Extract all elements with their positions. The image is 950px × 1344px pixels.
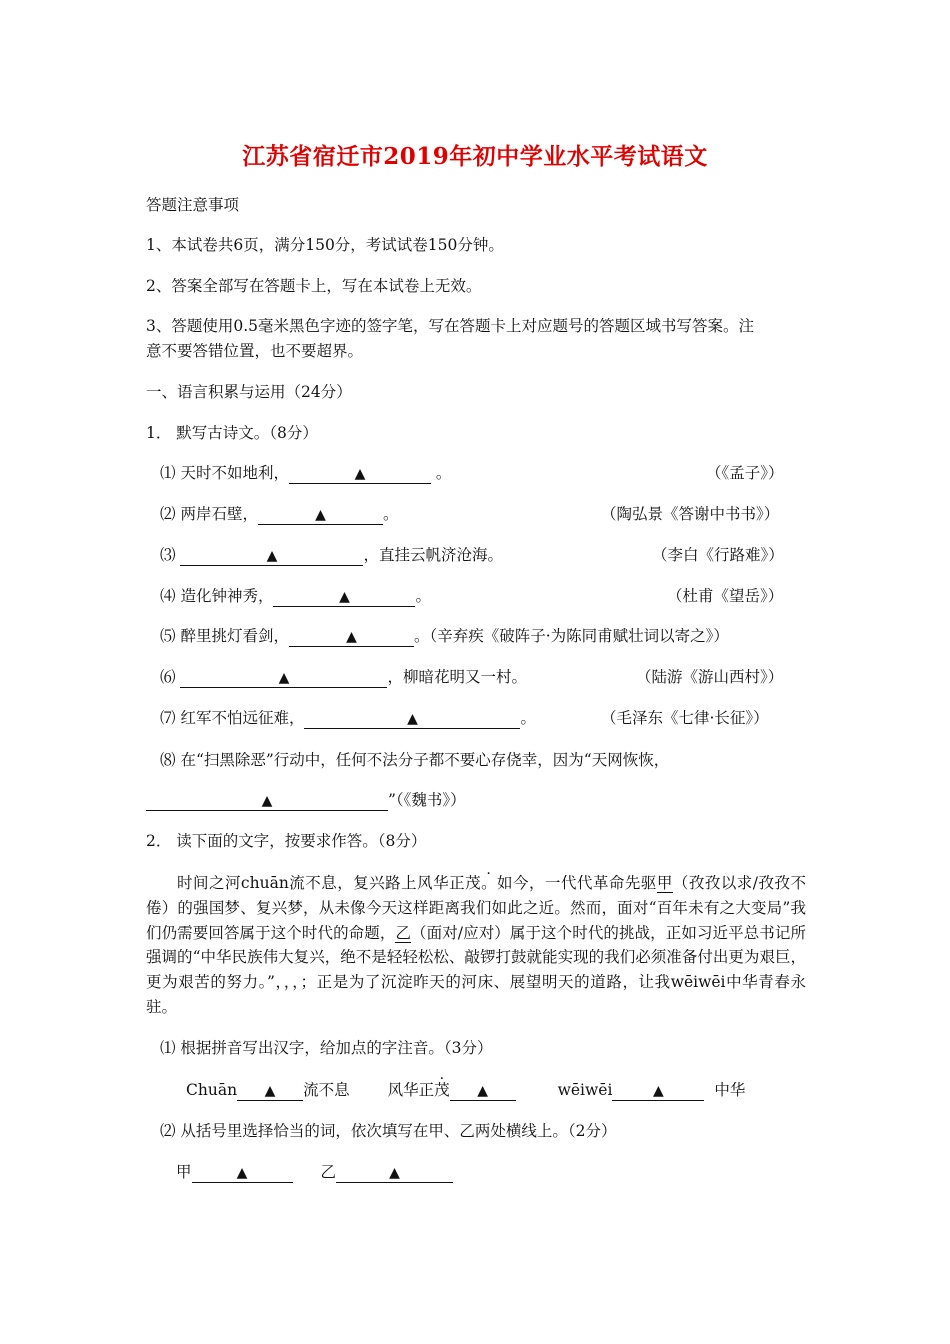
item-number: ⑸	[160, 627, 176, 645]
note-2: 2、答案全部写在答题卡上，写在本试卷上无效。	[146, 277, 482, 295]
item-text-post: 。	[520, 709, 536, 727]
answer-blank[interactable]	[237, 1081, 303, 1101]
passage-text: （孜孜以求/孜孜不倦）的强国梦、复兴梦，从未像今天这样距离我们如此之近。然而，面对“百年未有之大变局”我们仍需要回答属于这个时代的命题，	[146, 874, 806, 942]
item-number: ⑶	[160, 546, 176, 564]
answer-blank[interactable]	[258, 505, 383, 525]
q1-item-4-source: （杜甫《望岳》）	[667, 587, 784, 605]
triangle-icon: ▲	[389, 1165, 400, 1181]
item-text-pre: 在“扫黑除恶”行动中，任何不法分子都不要心存侥幸，因为“天网恢恢，	[180, 751, 670, 769]
triangle-icon: ▲	[266, 548, 278, 564]
q1-item-2-source: （陶弘景《答谢中书书》）	[601, 505, 780, 523]
question-1-heading: 1． 默写古诗文。（8分）	[146, 424, 318, 442]
item-text-pre: 红军不怕远征难，	[180, 709, 305, 727]
item-number: ⑻	[160, 751, 176, 769]
q1-item-3	[160, 545, 503, 566]
answer-blank[interactable]	[336, 1163, 453, 1183]
item-text-pre: 醉里挑灯看剑，	[180, 627, 289, 645]
q1-item-3-source: （李白《行路难》）	[652, 546, 784, 564]
item-number: ⑵	[160, 505, 176, 523]
triangle-icon: ▲	[236, 1165, 248, 1181]
item-text-post: ，柳暗花明又一村。	[387, 668, 527, 686]
triangle-icon: ▲	[264, 1083, 276, 1099]
answer-blank[interactable]	[180, 546, 363, 566]
item-source: ”（《魏书》）	[388, 791, 466, 809]
reading-passage	[146, 871, 806, 1020]
item-number: ⑴	[160, 464, 176, 482]
q1-item-4	[160, 586, 431, 607]
answer-blank[interactable]	[273, 587, 415, 607]
item-text-pre: 造化钟神秀，	[180, 587, 274, 605]
passage-text: 。如今，一代代革命先驱	[481, 874, 657, 892]
item-text-post: 。	[430, 464, 452, 482]
passage-text: 时间之河chuān流不息，复兴路上风华正	[177, 874, 466, 892]
q1-item-7-source: （毛泽东《七律·长征》）	[601, 709, 769, 727]
pinyin-label: wēiwēi	[557, 1081, 613, 1099]
triangle-icon: ▲	[315, 507, 326, 523]
answer-blank[interactable]	[192, 1163, 293, 1183]
item-text-pre: 天时不如地利，	[180, 464, 289, 482]
q1-item-8-continued	[146, 790, 466, 811]
q2-sub-1-prompt: ⑴ 根据拼音写出汉字，给加点的字注音。（3分）	[160, 1039, 493, 1057]
answer-blank[interactable]	[146, 791, 388, 811]
answer-blank[interactable]	[180, 668, 387, 688]
triangle-icon: ▲	[653, 1083, 664, 1099]
q1-item-7	[160, 708, 536, 729]
answer-blank[interactable]	[289, 627, 414, 647]
item-text-post: 。	[415, 587, 431, 605]
page-title: 江苏省宿迁市2019年初中学业水平考试语文	[242, 143, 708, 170]
item-source: （辛弃疾《破阵子·为陈同甫赋壮词以寄之》）	[429, 627, 729, 645]
note-1: 1、本试卷共6页，满分150分，考试试卷150分钟。	[146, 236, 504, 254]
notes-heading: 答题注意事项	[146, 196, 240, 214]
section-1-heading: 一、语言积累与运用（24分）	[146, 383, 352, 401]
answer-blank[interactable]	[304, 709, 520, 729]
triangle-icon: ▲	[261, 793, 273, 809]
item-number: ⑷	[160, 587, 176, 605]
triangle-icon: ▲	[407, 711, 418, 727]
answer-context: 风华正	[387, 1081, 435, 1099]
q1-item-2	[160, 504, 398, 525]
dotted-character: 茂	[465, 874, 482, 892]
triangle-icon: ▲	[339, 589, 350, 605]
q2-sub-1-answers	[186, 1080, 745, 1101]
answer-context: 中华	[714, 1081, 746, 1099]
passage-text: （面对/应对）属于这个时代的挑战，正如习近平总书记所强调的“中华民族伟大复兴，绝不是轻轻松松、敲锣打鼓就能实现的我们必须准备付出更为艰巨，更为艰苦的努力。”，，，；正是为了沉淀昨天的河床、展望明天的道路，让我wēiwēi中华青春永驻。	[146, 923, 806, 1016]
item-text-post: 。	[382, 505, 399, 523]
answer-context: 流不息	[303, 1081, 350, 1099]
question-2-heading: 2． 读下面的文字，按要求作答。（8分）	[146, 832, 427, 850]
dotted-character: 茂	[434, 1081, 450, 1099]
q1-item-1	[160, 463, 451, 484]
answer-blank[interactable]	[612, 1081, 704, 1101]
triangle-icon: ▲	[278, 670, 290, 686]
item-number: ⑹	[160, 668, 176, 686]
blank-marker-jia: 甲	[656, 874, 673, 892]
note-3-line-2: 意不要答错位置，也不要超界。	[146, 342, 364, 360]
item-text-pre: 两岸石壁，	[180, 505, 258, 523]
q1-item-5	[160, 626, 729, 647]
q1-item-6-source: （陆游《游山西村》）	[636, 668, 784, 686]
q1-item-8	[160, 750, 669, 770]
q2-sub-2-answers	[176, 1162, 453, 1183]
item-text-post: 。	[413, 627, 430, 645]
blank-label-jia: 甲	[176, 1163, 192, 1181]
q2-sub-2-prompt: ⑵ 从括号里选择恰当的词，依次填写在甲、乙两处横线上。（2分）	[160, 1122, 617, 1140]
q1-item-1-source: （《孟子》）	[706, 464, 784, 482]
triangle-icon: ▲	[354, 466, 366, 482]
note-3-line-1: 3、答题使用0.5毫米黑色字迹的签字笔，写在答题卡上对应题号的答题区域书写答案。注	[146, 317, 755, 335]
item-number: ⑺	[160, 709, 176, 727]
item-text-post: ，直挂云帆济沧海。	[363, 546, 503, 564]
blank-marker-yi: 乙	[395, 923, 412, 942]
answer-blank[interactable]	[450, 1081, 516, 1101]
triangle-icon: ▲	[477, 1083, 488, 1099]
pinyin-label: Chuān	[186, 1081, 238, 1099]
blank-label-yi: 乙	[320, 1163, 337, 1181]
q1-item-6	[160, 667, 527, 688]
triangle-icon: ▲	[346, 629, 357, 645]
answer-blank[interactable]	[289, 464, 431, 484]
